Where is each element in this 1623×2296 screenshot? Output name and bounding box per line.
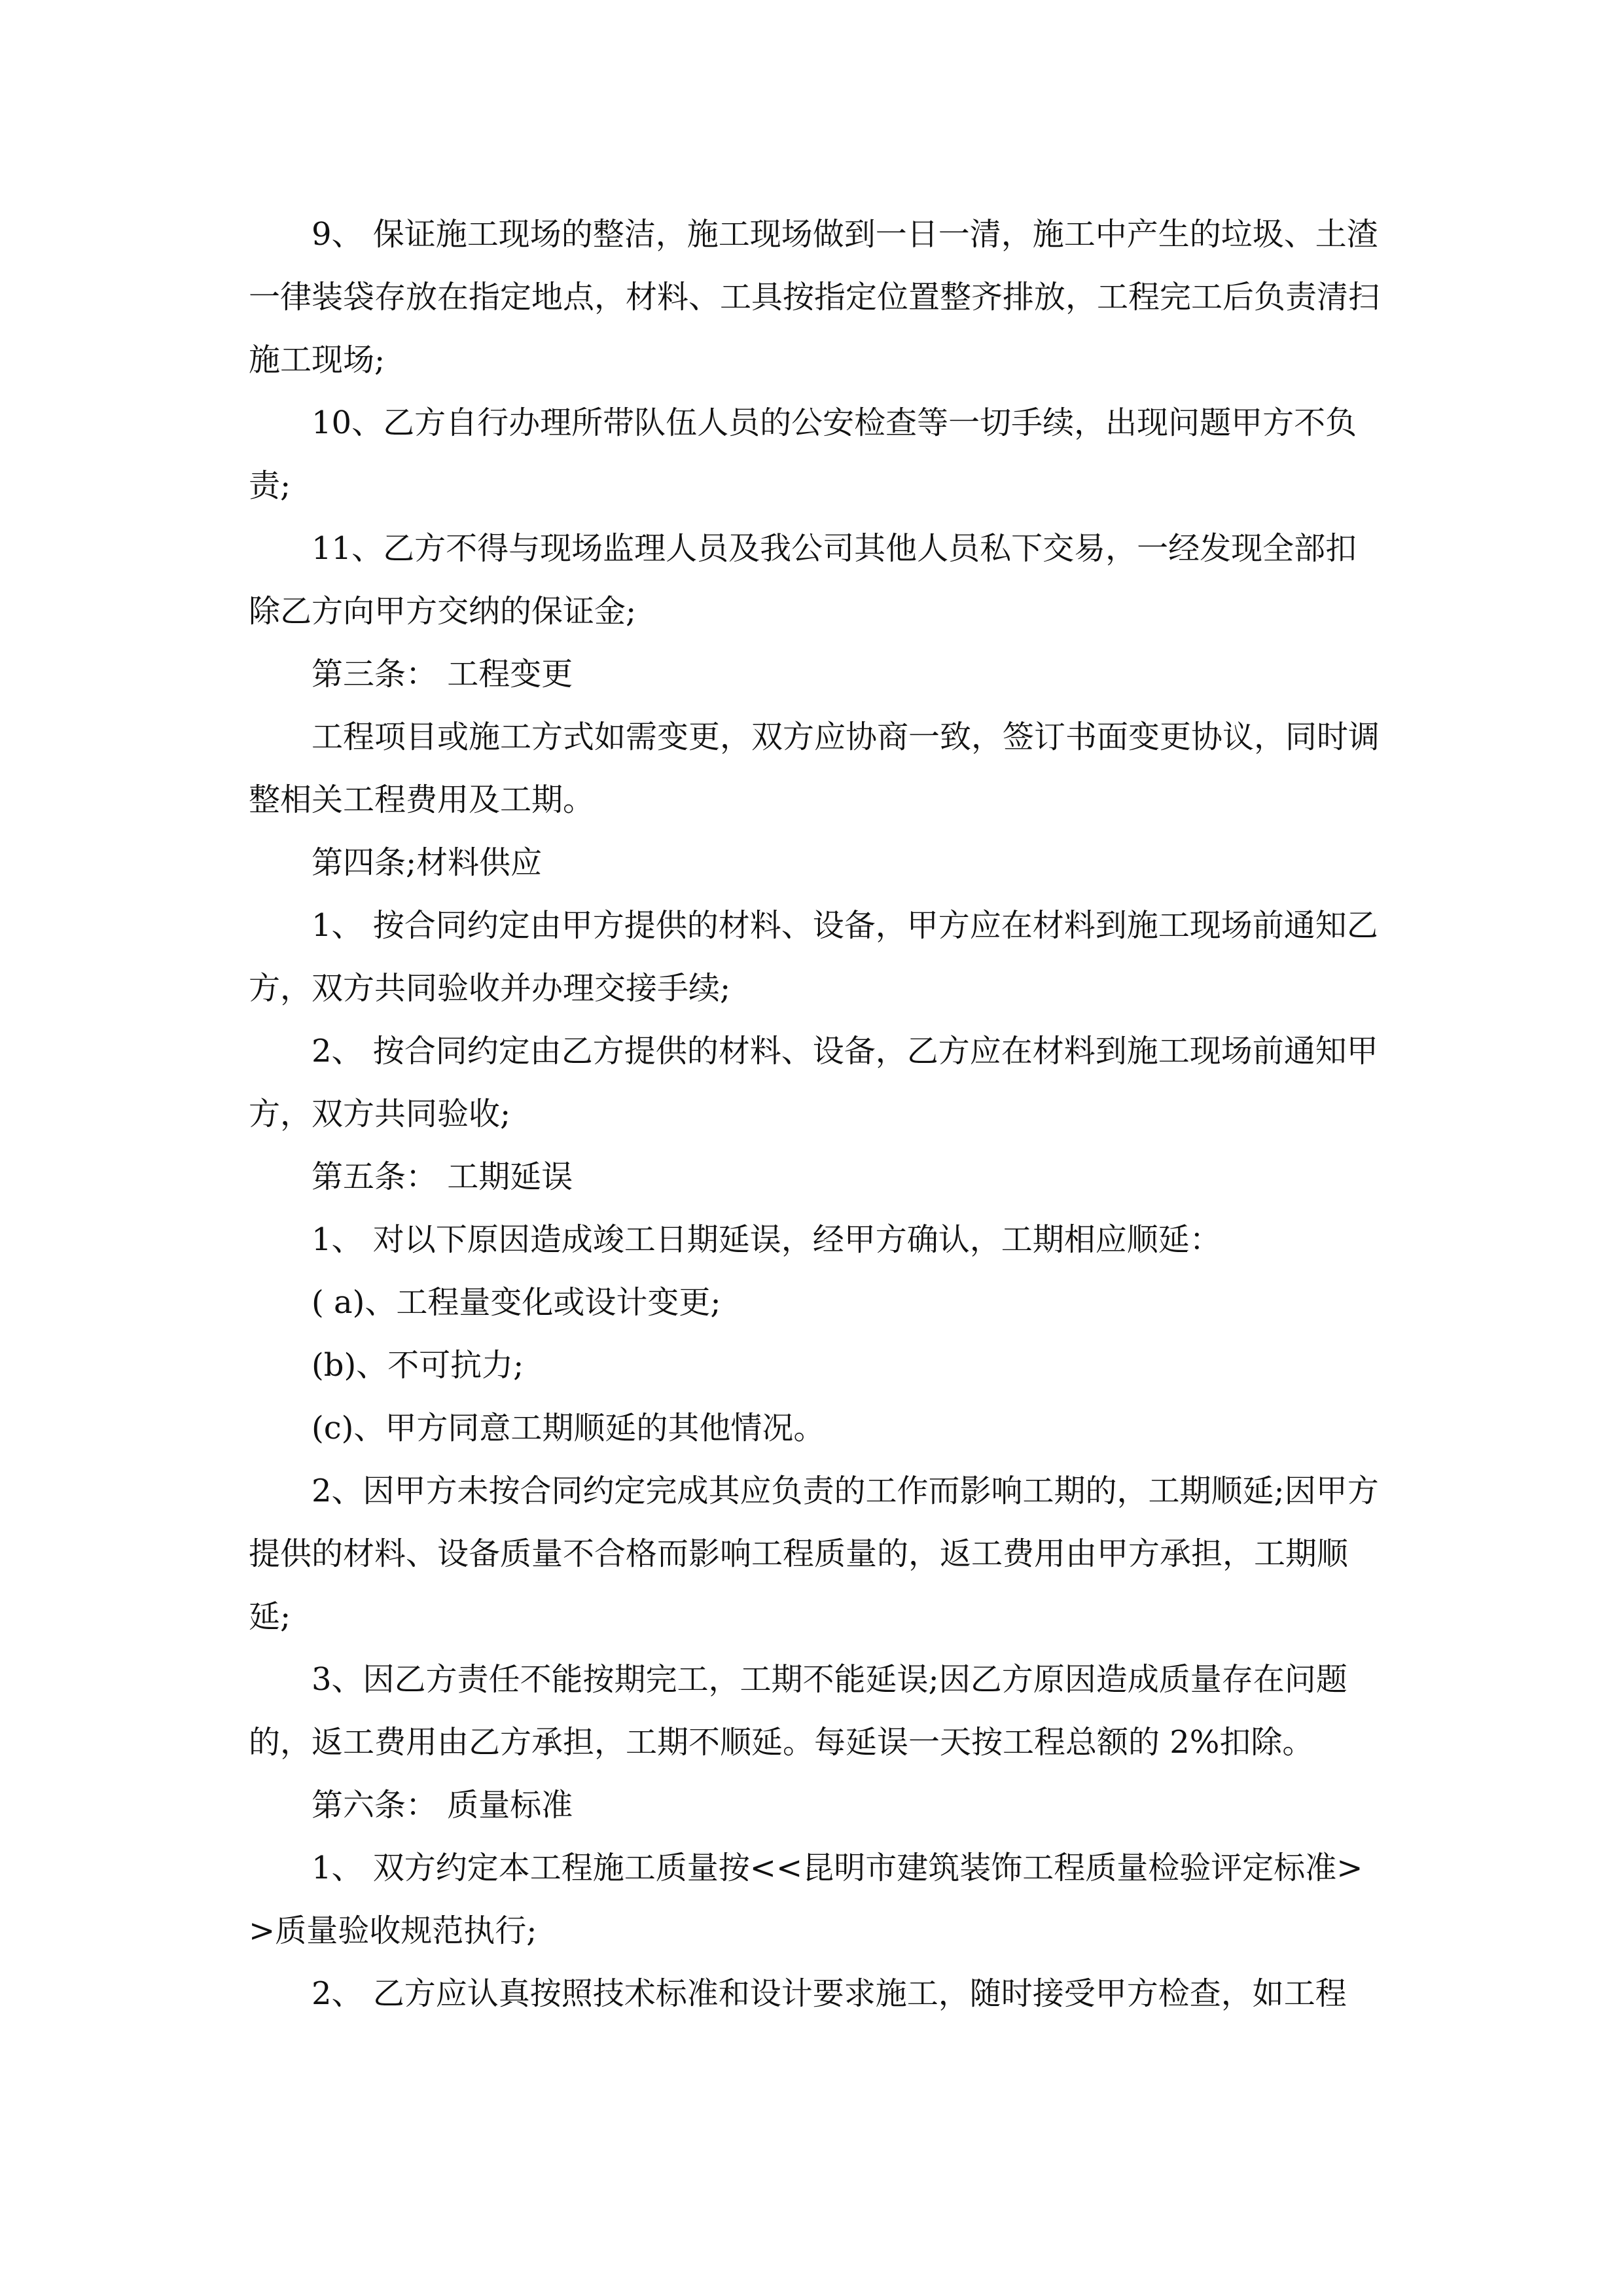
clause-10-security-procedures: 10、乙方自行办理所带队伍人员的公安检查等一切手续，出现问题甲方不负责; [249, 404, 1357, 504]
clause-11-private-transactions: 11、乙方不得与现场监理人员及我公司其他人员私下交易，一经发现全部扣除乙方向甲方交纳的保证金; [249, 530, 1357, 630]
article-5-item-1-a: ( a)、工程量变化或设计变更; [312, 1284, 721, 1321]
article-5-item-3: 3、因乙方责任不能按期完工，工期不能延误;因乙方原因造成质量存在问题的，返工费用由乙方承担，工期不顺延。每延误一天按工程总额的 2%扣除。 [249, 1661, 1347, 1761]
article-5-item-2: 2、因甲方未按合同约定完成其应负责的工作而影响工期的，工期顺延;因甲方提供的材料、设备质量不合格而影响工程质量的，返工费用由甲方承担，工期顺延; [249, 1473, 1379, 1635]
section-heading-article-3: 第三条： 工程变更 [312, 656, 573, 692]
section-heading-article-4: 第四条;材料供应 [312, 844, 543, 881]
clause-9-site-cleanliness: 9、 保证施工现场的整洁，施工现场做到一日一清，施工中产生的垃圾、土渣一律装袋存放在指定地点，材料、工具按指定位置整齐排放，工程完工后负责清扫施工现场; [249, 216, 1380, 378]
article-3-body: 工程项目或施工方式如需变更，双方应协商一致，签订书面变更协议，同时调整相关工程费用及工期。 [249, 719, 1380, 818]
article-6-item-1: 1、 双方约定本工程施工质量按<<昆明市建筑装饰工程质量检验评定标准>>质量验收规范执行; [249, 1850, 1363, 1949]
document-page [249, 203, 1387, 2025]
section-heading-article-5: 第五条： 工期延误 [312, 1158, 573, 1195]
article-5-item-1: 1、 对以下原因造成竣工日期延误，经甲方确认，工期相应顺延： [312, 1221, 1221, 1258]
article-4-item-1: 1、 按合同约定由甲方提供的材料、设备，甲方应在材料到施工现场前通知乙方，双方共同验收并办理交接手续; [249, 907, 1378, 1007]
section-heading-article-6: 第六条： 质量标准 [312, 1787, 573, 1823]
article-5-item-1-b: (b)、不可抗力; [312, 1347, 524, 1384]
article-6-item-2: 2、 乙方应认真按照技术标准和设计要求施工，随时接受甲方检查，如工程 [312, 1975, 1347, 2012]
article-5-item-1-c: (c)、甲方同意工期顺延的其他情况。 [312, 1410, 825, 1446]
article-4-item-2: 2、 按合同约定由乙方提供的材料、设备，乙方应在材料到施工现场前通知甲方，双方共同验收; [249, 1033, 1378, 1132]
